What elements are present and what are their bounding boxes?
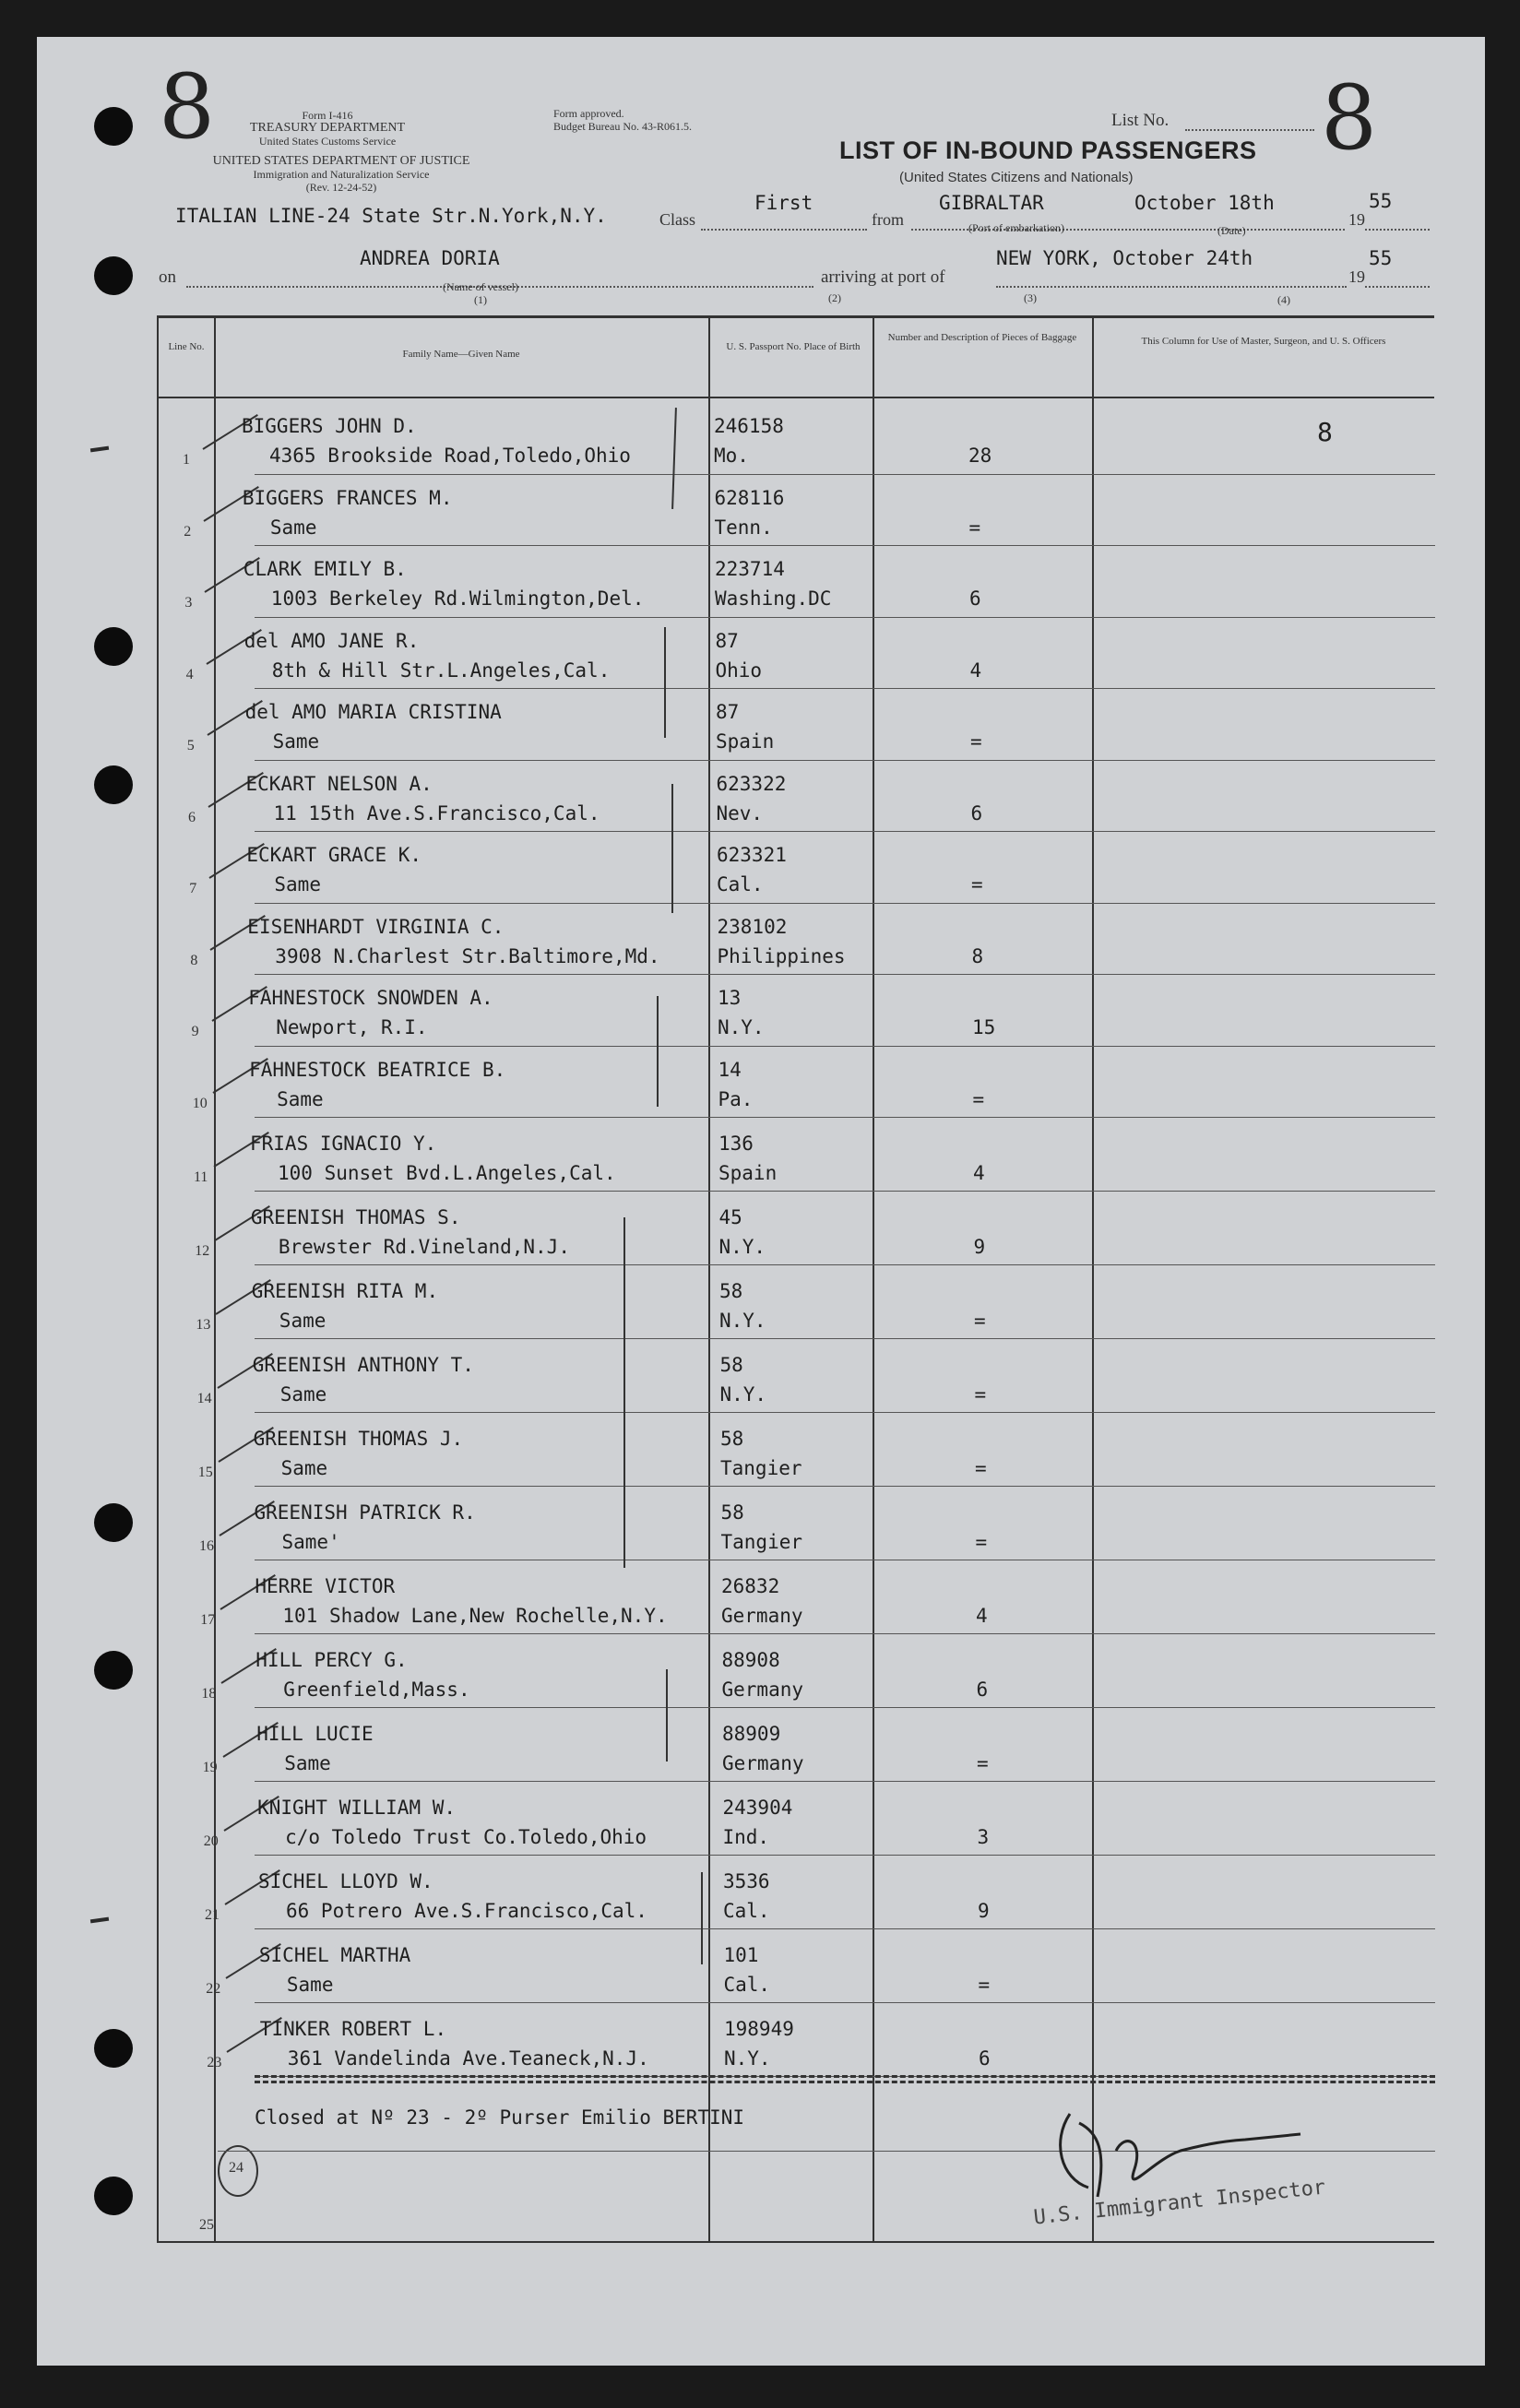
row-divider xyxy=(255,1191,1435,1192)
arriving-label: arriving at port of xyxy=(821,267,945,287)
place-of-birth: Pa. xyxy=(718,1087,754,1110)
passport-number: 87 xyxy=(715,629,739,652)
line-number: 14 xyxy=(196,1390,212,1406)
passenger-name: GREENISH PATRICK R. xyxy=(254,1501,476,1524)
place-of-birth: Germany xyxy=(722,1751,804,1774)
passenger-name: TINKER ROBERT L. xyxy=(259,2017,447,2040)
passport-number: 623322 xyxy=(716,772,787,795)
closing-rule xyxy=(255,2075,1435,2078)
list-number-left: 8 xyxy=(159,55,216,159)
row-divider xyxy=(255,1046,1435,1047)
passport-number: 101 xyxy=(723,1943,759,1966)
baggage-count: = xyxy=(970,730,982,753)
baggage-count: 8 xyxy=(971,944,984,967)
passport-number: 58 xyxy=(720,1501,744,1524)
line-number: 12 xyxy=(195,1242,210,1259)
line-number: 16 xyxy=(199,1537,214,1554)
baggage-count: = xyxy=(974,1309,986,1332)
passenger-address: Brewster Rd.Vineland,N.J. xyxy=(278,1235,570,1258)
passport-number: 14 xyxy=(718,1058,742,1081)
place-of-birth: Germany xyxy=(721,1604,803,1627)
closing-note: Closed at Nº 23 - 2º Purser Emilio BERTINI xyxy=(255,2106,745,2129)
passenger-address: Greenfield,Mass. xyxy=(283,1678,470,1701)
manifest-sheet xyxy=(37,37,1485,2366)
list-number-right: 8 xyxy=(1321,66,1378,170)
embarkation-caption: (Port of embarkation) xyxy=(968,221,1064,234)
line-number: 4 xyxy=(185,666,194,682)
vessel-name: ANDREA DORIA xyxy=(360,247,500,269)
place-of-birth: Ind. xyxy=(722,1825,770,1848)
table-row xyxy=(37,1269,1485,1341)
passenger-name: ECKART GRACE K. xyxy=(246,844,422,866)
passport-number: 223714 xyxy=(715,558,785,580)
row-divider xyxy=(255,974,1435,975)
table-row xyxy=(37,1638,1485,1710)
place-of-birth: Cal. xyxy=(717,873,764,896)
baggage-count: 28 xyxy=(968,445,992,467)
line-number: 5 xyxy=(186,738,195,753)
col-passport: U. S. Passport No. Place of Birth xyxy=(726,341,861,352)
passenger-list xyxy=(37,37,1485,2366)
row-divider xyxy=(255,1486,1435,1487)
table-row xyxy=(37,1121,1485,1193)
table-row xyxy=(37,905,1485,977)
passenger-name: HILL LUCIE xyxy=(256,1722,374,1745)
row-divider xyxy=(255,2002,1435,2003)
row-divider xyxy=(255,688,1435,689)
line-number: 17 xyxy=(200,1611,216,1628)
passenger-address: Same xyxy=(284,1751,331,1774)
table-row xyxy=(37,1712,1485,1784)
passenger-address: 101 Shadow Lane,New Rochelle,N.Y. xyxy=(282,1604,668,1627)
passenger-address: 11 15th Ave.S.Francisco,Cal. xyxy=(273,801,600,824)
passport-number: 45 xyxy=(718,1205,742,1228)
passport-number: 246158 xyxy=(714,415,784,437)
page-title: LIST OF IN-BOUND PASSENGERS xyxy=(839,136,1257,164)
page-subtitle: (United States Citizens and Nationals) xyxy=(899,170,1134,185)
passenger-address: Same xyxy=(277,1087,324,1110)
from-label: from xyxy=(872,210,904,229)
place-of-birth: Spain xyxy=(716,730,775,753)
place-of-birth: Philippines xyxy=(717,944,846,967)
passport-number: 628116 xyxy=(714,486,785,509)
line-number: 15 xyxy=(197,1464,213,1480)
officer-note: 8 xyxy=(1317,417,1333,447)
passenger-name: CLARK EMILY B. xyxy=(243,558,407,580)
place-of-birth: N.Y. xyxy=(724,2046,771,2070)
col-line-no: Line No. xyxy=(168,341,205,352)
baggage-count: 6 xyxy=(976,1678,989,1701)
place-of-birth: Washing.DC xyxy=(715,587,832,610)
passenger-address: Same xyxy=(279,1309,327,1332)
table-row xyxy=(37,1417,1485,1489)
place-of-birth: Mo. xyxy=(714,445,749,467)
passenger-address: 3908 N.Charlest Str.Baltimore,Md. xyxy=(275,944,660,967)
line-24-circle xyxy=(218,2145,258,2197)
row-divider xyxy=(255,1928,1435,1929)
baggage-count: 3 xyxy=(977,1825,990,1848)
line-number-25: 25 xyxy=(199,2217,214,2233)
row-divider xyxy=(255,545,1435,546)
baggage-count: 6 xyxy=(979,2046,991,2070)
row-divider xyxy=(255,1117,1435,1118)
table-row xyxy=(37,1933,1485,2005)
col-officers: This Column for Use of Master, Surgeon, and U. S. Officers xyxy=(1141,336,1386,347)
passport-number: 58 xyxy=(720,1427,744,1450)
place-of-birth: Cal. xyxy=(723,1899,770,1922)
row-divider xyxy=(255,1264,1435,1265)
baggage-count: = xyxy=(975,1456,987,1479)
table-row xyxy=(37,1859,1485,1931)
row-divider xyxy=(255,903,1435,904)
passenger-address: c/o Toledo Trust Co.Toledo,Ohio xyxy=(285,1825,647,1848)
arrival-port-date: NEW YORK, October 24th xyxy=(996,247,1253,269)
row-divider xyxy=(255,1781,1435,1782)
passport-number: 88909 xyxy=(722,1722,781,1745)
passenger-address: Same xyxy=(269,516,317,539)
row-divider xyxy=(255,1412,1435,1413)
baggage-count: 15 xyxy=(972,1016,996,1038)
passenger-address: 66 Potrero Ave.S.Francisco,Cal. xyxy=(286,1899,647,1922)
passenger-name: EISENHARDT VIRGINIA C. xyxy=(247,915,505,938)
place-of-birth: Nev. xyxy=(716,801,764,824)
baggage-count: = xyxy=(975,1530,988,1553)
passenger-name: GREENISH ANTHONY T. xyxy=(252,1353,474,1376)
class-label: Class xyxy=(659,210,696,229)
line-number: 18 xyxy=(201,1685,217,1702)
baggage-count: = xyxy=(971,873,983,896)
line-number: 8 xyxy=(190,952,198,968)
place-of-birth: Spain xyxy=(718,1161,778,1184)
table-row xyxy=(37,833,1485,905)
baggage-count: = xyxy=(977,1751,989,1774)
line-number: 22 xyxy=(206,1980,221,1997)
passport-number: 58 xyxy=(719,1353,743,1376)
passport-number: 198949 xyxy=(724,2017,794,2040)
passenger-name: KNIGHT WILLIAM W. xyxy=(257,1796,457,1819)
caption-2: (2) xyxy=(828,291,841,304)
row-divider xyxy=(255,760,1435,761)
list-no-label: List No. xyxy=(1111,111,1170,130)
departure-date: October 18th xyxy=(1134,192,1275,214)
inspector-stamp: U.S. Immigrant Inspector xyxy=(1032,2176,1327,2230)
justice-dept: UNITED STATES DEPARTMENT OF JUSTICE Immigration and Naturalization Service (Rev. 12-24-52) xyxy=(212,154,470,194)
passport-number: 26832 xyxy=(721,1574,780,1597)
passenger-name: ECKART NELSON A. xyxy=(245,772,433,795)
passport-number: 3536 xyxy=(723,1869,770,1892)
place-of-birth: Germany xyxy=(721,1678,804,1701)
passenger-address: Same' xyxy=(281,1530,340,1553)
col-name: Family Name—Given Name xyxy=(402,349,520,360)
passenger-name: SICHEL LLOYD W. xyxy=(258,1869,433,1892)
row-divider xyxy=(255,1633,1435,1634)
place-of-birth: Tangier xyxy=(720,1456,802,1479)
row-divider xyxy=(255,831,1435,832)
port-of-embarkation: GIBRALTAR xyxy=(939,192,1044,214)
caption-3: (3) xyxy=(1024,291,1037,304)
date-caption: (Date) xyxy=(1217,224,1246,237)
baggage-count: 9 xyxy=(978,1899,990,1922)
table-row xyxy=(37,1048,1485,1120)
passport-number: 623321 xyxy=(717,844,787,866)
table-row xyxy=(37,1785,1485,1857)
passport-number: 238102 xyxy=(717,915,788,938)
line-number: 13 xyxy=(196,1316,211,1333)
table-row xyxy=(37,976,1485,1048)
passenger-address: Same xyxy=(272,730,320,753)
line-number: 19 xyxy=(202,1759,218,1775)
table-row xyxy=(37,2007,1485,2079)
table-row xyxy=(37,1343,1485,1415)
table-row xyxy=(37,762,1485,834)
passport-number: 58 xyxy=(719,1279,743,1302)
passenger-address: Same xyxy=(279,1382,327,1406)
passenger-name: HERRE VICTOR xyxy=(255,1574,396,1597)
passenger-name: GREENISH RITA M. xyxy=(251,1279,439,1302)
passenger-name: SICHEL MARTHA xyxy=(258,1943,411,1966)
passenger-name: GREENISH THOMAS J. xyxy=(253,1427,464,1450)
place-of-birth: N.Y. xyxy=(719,1382,767,1406)
line-number: 10 xyxy=(192,1095,208,1111)
line-number: 23 xyxy=(207,2054,222,2070)
baggage-count: = xyxy=(968,516,981,539)
table-row xyxy=(37,690,1485,762)
passenger-address: Same xyxy=(274,873,321,896)
baggage-count: 9 xyxy=(973,1235,986,1258)
place-of-birth: Tenn. xyxy=(714,516,773,539)
baggage-count: = xyxy=(974,1382,987,1406)
table-row xyxy=(37,547,1485,619)
shipping-line: ITALIAN LINE-24 State Str.N.York,N.Y. xyxy=(175,205,607,227)
passenger-address: 4365 Brookside Road,Toledo,Ohio xyxy=(269,445,631,467)
table-row xyxy=(37,404,1485,476)
table-row xyxy=(37,476,1485,548)
line-number: 9 xyxy=(191,1024,199,1039)
row-divider xyxy=(255,1338,1435,1339)
line-number: 6 xyxy=(188,809,196,825)
line-number-24: 24 xyxy=(229,2160,243,2176)
passport-number: 243904 xyxy=(722,1796,793,1819)
baggage-count: 6 xyxy=(969,587,981,610)
form-approved: Form approved. Budget Bureau No. 43-R061.5. xyxy=(553,107,692,133)
line-number: 3 xyxy=(184,595,193,611)
passenger-address: 361 Vandelinda Ave.Teaneck,N.J. xyxy=(287,2046,649,2070)
passenger-name: BIGGERS FRANCES M. xyxy=(242,486,453,509)
line-number: 1 xyxy=(183,452,190,468)
departure-year: 55 xyxy=(1369,190,1393,212)
passenger-name: BIGGERS JOHN D. xyxy=(242,415,417,437)
place-of-birth: N.Y. xyxy=(718,1016,765,1038)
line-number: 7 xyxy=(189,881,197,896)
baggage-count: 4 xyxy=(976,1604,988,1627)
passenger-address: Newport, R.I. xyxy=(276,1016,428,1038)
caption-4: (4) xyxy=(1277,293,1290,306)
line-number: 11 xyxy=(194,1168,208,1185)
vessel-caption: (Name of vessel) (1) xyxy=(443,280,518,306)
passenger-address: 1003 Berkeley Rd.Wilmington,Del. xyxy=(270,587,645,610)
baggage-count: 4 xyxy=(969,658,982,682)
passport-number: 13 xyxy=(718,987,742,1009)
place-of-birth: N.Y. xyxy=(719,1309,766,1332)
line-number: 20 xyxy=(203,1833,219,1849)
row-divider xyxy=(255,617,1435,618)
class-value: First xyxy=(754,192,813,214)
passenger-name: FRIAS IGNACIO Y. xyxy=(250,1132,437,1155)
passport-number: 88908 xyxy=(721,1648,780,1671)
table-row xyxy=(37,1195,1485,1267)
place-of-birth: N.Y. xyxy=(718,1235,766,1258)
line-number: 21 xyxy=(205,1906,220,1923)
baggage-count: = xyxy=(978,1973,991,1996)
on-label: on xyxy=(159,267,176,287)
passenger-address: 100 Sunset Bvd.L.Angeles,Cal. xyxy=(278,1161,616,1184)
baggage-count: 4 xyxy=(973,1161,985,1184)
passenger-name: FAHNESTOCK SNOWDEN A. xyxy=(248,987,493,1009)
form-number: Form I-416 TREASURY DEPARTMENT United States Customs Service xyxy=(249,109,406,148)
table-row xyxy=(37,1490,1485,1562)
place-of-birth: Tangier xyxy=(720,1530,803,1553)
row-divider xyxy=(255,1855,1435,1856)
table-row xyxy=(37,1564,1485,1636)
passenger-name: del AMO MARIA CRISTINA xyxy=(244,701,502,723)
year-prefix: 19 xyxy=(1348,210,1365,229)
row-divider xyxy=(255,1707,1435,1708)
col-baggage: Number and Description of Pieces of Baggage xyxy=(887,332,1077,343)
place-of-birth: Cal. xyxy=(723,1973,771,1996)
passenger-address: 8th & Hill Str.L.Angeles,Cal. xyxy=(271,658,611,682)
passenger-name: HILL PERCY G. xyxy=(255,1648,408,1671)
passport-number: 136 xyxy=(718,1132,754,1155)
passport-number: 87 xyxy=(716,701,740,723)
year-prefix-2: 19 xyxy=(1348,267,1365,286)
line-number: 2 xyxy=(184,523,192,540)
arrival-year: 55 xyxy=(1369,247,1393,269)
passenger-address: Same xyxy=(280,1456,328,1479)
table-row xyxy=(37,619,1485,691)
passenger-name: del AMO JANE R. xyxy=(243,629,420,652)
passenger-name: GREENISH THOMAS S. xyxy=(250,1205,461,1228)
baggage-count: 6 xyxy=(970,801,983,824)
passenger-address: Same xyxy=(286,1973,334,1996)
passenger-name: FAHNESTOCK BEATRICE B. xyxy=(249,1058,506,1081)
place-of-birth: Ohio xyxy=(715,658,763,682)
baggage-count: = xyxy=(972,1087,985,1110)
row-divider xyxy=(255,474,1435,475)
